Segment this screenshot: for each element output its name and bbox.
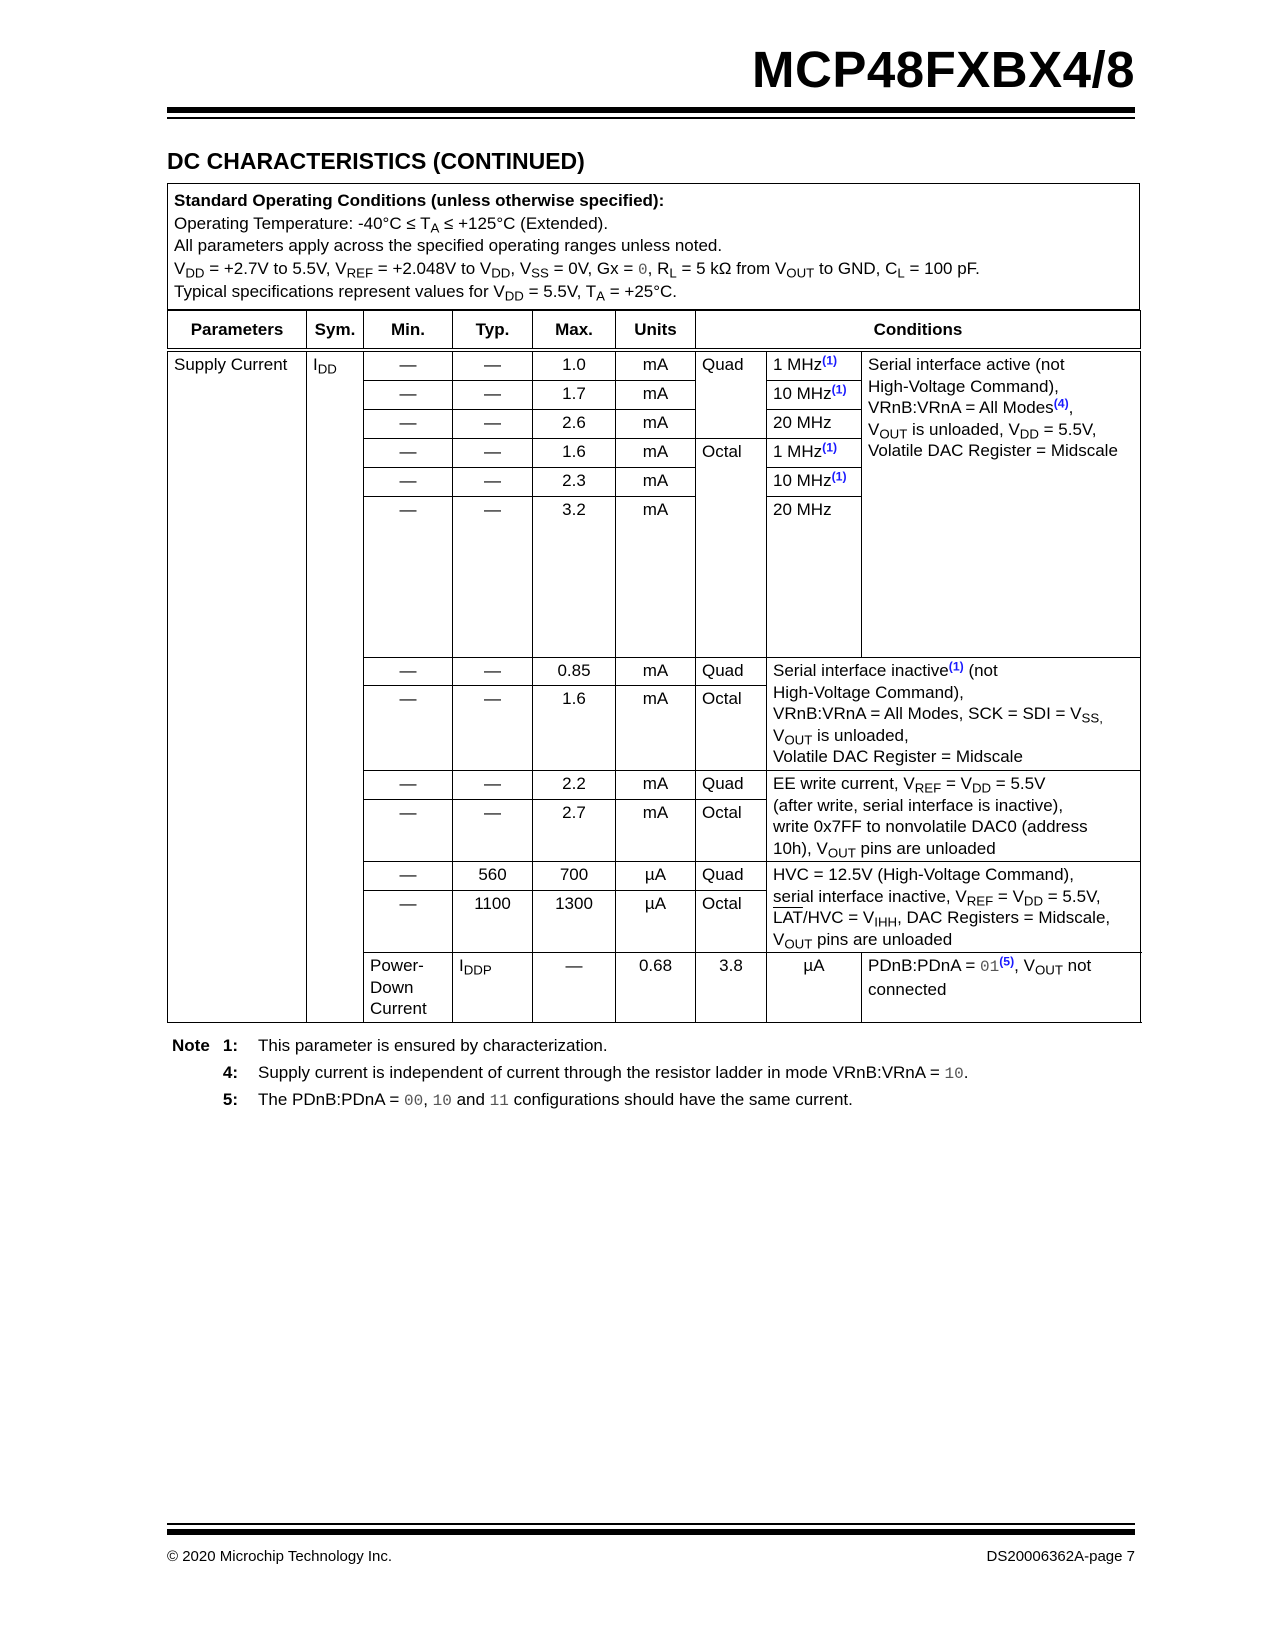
operating-conditions-box <box>167 183 1140 310</box>
section-heading: DC CHARACTERISTICS (CONTINUED) <box>167 148 585 174</box>
cell-min: — <box>364 468 453 497</box>
cell-units: mA <box>616 658 696 686</box>
header-rule-thin <box>167 117 1135 119</box>
table-notes <box>172 1033 968 1115</box>
note-5: 5: The PDnB:PDnA = 00, 10 and 11 configurations should have the same current. <box>222 1090 853 1110</box>
cell-frequency: 1 MHz$^{(1)}$ <box>767 350 862 381</box>
cell-max: 1.6 <box>533 439 616 468</box>
cell-min: — <box>364 350 453 381</box>
header-typ: Typ. <box>453 311 533 351</box>
cell-min: — <box>364 658 453 686</box>
cell-max: 3.2 <box>533 497 616 658</box>
cell-device: Octal <box>696 686 767 771</box>
symbol-iddp: $I_{DDP}$ <box>453 953 533 1023</box>
cell-max: 0.85 <box>533 658 616 686</box>
conditions-ranges: All parameters apply across the specified operating ranges unless noted. <box>174 236 723 256</box>
cell-max: 2.6 <box>533 410 616 439</box>
cell-typ: — <box>453 686 533 771</box>
cell-typ: — <box>453 771 533 800</box>
cell-frequency: 20 MHz <box>767 497 862 658</box>
conditions-title: Standard Operating Conditions (unless otherwise specified): <box>174 191 665 210</box>
cell-min: — <box>364 862 453 891</box>
cell-max: 2.7 <box>533 799 616 861</box>
cell-device: Quad <box>696 658 767 686</box>
footer-copyright: © 2020 Microchip Technology Inc. <box>167 1548 393 1565</box>
cell-typ: — <box>453 468 533 497</box>
header-min: Min. <box>364 311 453 351</box>
cell-units: µA <box>616 862 696 891</box>
header-symbol: Sym. <box>307 311 364 351</box>
cell-device: Octal <box>696 439 767 658</box>
cell-typ: 1100 <box>453 890 533 952</box>
cell-units: mA <box>616 468 696 497</box>
cell-frequency: 10 MHz$^{(1)}$ <box>767 468 862 497</box>
note-1: Note 1: This parameter is ensured by characterization. <box>172 1036 608 1055</box>
header-units: Units <box>616 311 696 351</box>
symbol-idd: $I_{DD}$ <box>307 350 364 1022</box>
cell-hvc-conditions: HVC = 12.5V (High-Voltage Command), serial interface inactive, $V_{REF} = V_{DD} = 5.5V$, $\overline{LAT}$/HVC = $V_{IHH}$, DAC Registers = Midscale, $V_{OUT}$ pins are unloaded <box>767 862 1141 953</box>
cell-min: — <box>364 686 453 771</box>
header-conditions: Conditions <box>696 311 1141 351</box>
cell-max: 1.7 <box>533 381 616 410</box>
cell-typ: — <box>453 497 533 658</box>
cell-max: 1.6 <box>533 686 616 771</box>
cell-min: — <box>364 439 453 468</box>
header-parameters: Parameters <box>168 311 307 351</box>
cell-min: — <box>364 381 453 410</box>
cell-typ: — <box>453 350 533 381</box>
cell-typ: 560 <box>453 862 533 891</box>
cell-max: 2.2 <box>533 771 616 800</box>
table-header-row <box>168 311 1141 351</box>
header-rule-thick <box>167 107 1135 113</box>
note-4: 4: Supply current is independent of current through the resistor ladder in mode VRnB:VRnA = 10. <box>222 1062 969 1083</box>
cell-typ: — <box>453 381 533 410</box>
footer-rule-thick <box>167 1529 1135 1535</box>
cell-units: mA <box>616 686 696 771</box>
cell-max: 2.3 <box>533 468 616 497</box>
cell-typ: — <box>453 799 533 861</box>
cell-units: mA <box>616 381 696 410</box>
param-supply-current: Supply Current <box>168 350 307 1022</box>
cell-typ: — <box>453 658 533 686</box>
cell-min: — <box>364 890 453 952</box>
cell-device: Quad <box>696 862 767 891</box>
cell-units: mA <box>616 439 696 468</box>
cell-ee-conditions: EE write current, $V_{REF} = V_{DD} = 5.5V$ (after write, serial interface is inactive), write 0x7FF to nonvolatile DAC0 (address 10h), $V_{OUT}$ pins are unloaded <box>767 771 1141 862</box>
cell-min: — <box>364 799 453 861</box>
cell-min: — <box>533 953 616 1023</box>
cell-units: mA <box>616 771 696 800</box>
cell-powerdown-conditions: PDnB:PDnA = 01$^{(5)}$, $V_{OUT}$ not connected <box>862 953 1141 1023</box>
cell-frequency: 20 MHz <box>767 410 862 439</box>
cell-units: mA <box>616 497 696 658</box>
cell-typ: — <box>453 439 533 468</box>
cell-units: µA <box>616 890 696 952</box>
cell-max: 700 <box>533 862 616 891</box>
cell-max: 1300 <box>533 890 616 952</box>
cell-units: mA <box>616 350 696 381</box>
document-title: MCP48FXBX4/8 <box>752 41 1135 98</box>
conditions-voltages: $V_{DD} = +2.7V$ to 5.5V, $V_{REF} = +2.048V$ to $V_{DD}$, $V_{SS} = 0V$, Gx = 0, $R_L = 5$ kΩ from $V_{OUT}$ to GND, $C_L = 100$ pF. <box>174 258 980 281</box>
cell-units: mA <box>616 799 696 861</box>
cell-min: — <box>364 410 453 439</box>
footer-rule-thin <box>167 1523 1135 1525</box>
cell-frequency: 1 MHz$^{(1)}$ <box>767 439 862 468</box>
dc-characteristics-table <box>167 310 1141 1023</box>
cell-device: Quad <box>696 350 767 439</box>
cell-units: µA <box>767 953 862 1023</box>
cell-max: 1.0 <box>533 350 616 381</box>
cell-frequency: 10 MHz$^{(1)}$ <box>767 381 862 410</box>
param-power-down-current: Power-Down Current <box>364 953 453 1023</box>
header-max: Max. <box>533 311 616 351</box>
cell-min: — <box>364 497 453 658</box>
cell-device: Quad <box>696 771 767 800</box>
conditions-temperature: Operating Temperature: $-40^\circ C \le T_A \le +125^\circ C$ (Extended). <box>174 213 609 235</box>
cell-units: mA <box>616 410 696 439</box>
cell-max: 3.8 <box>696 953 767 1023</box>
cell-typ: — <box>453 410 533 439</box>
cell-inactive-conditions: Serial interface inactive$^{(1)}$ (not High-Voltage Command), VRnB:VRnA = All Modes, SCK = SDI = $V_{SS,}$ $V_{OUT}$ is unloaded, Volatile DAC Register = Midscale <box>767 658 1141 771</box>
cell-min: — <box>364 771 453 800</box>
conditions-typical: Typical specifications represent values for $V_{DD} = 5.5V$, $T_A = +25^\circ C$. <box>174 282 678 304</box>
cell-active-conditions: Serial interface active (not High-Voltage Command), VRnB:VRnA = All Modes$^{(4)}$, $V_{OUT}$ is unloaded, $V_{DD} = 5.5V$, Volatile DAC Register = Midscale <box>862 350 1141 658</box>
cell-typ: 0.68 <box>616 953 696 1023</box>
cell-device: Octal <box>696 799 767 861</box>
table-row <box>168 350 1141 381</box>
cell-device: Octal <box>696 890 767 952</box>
footer-page-number: DS20006362A-page 7 <box>986 1548 1135 1565</box>
